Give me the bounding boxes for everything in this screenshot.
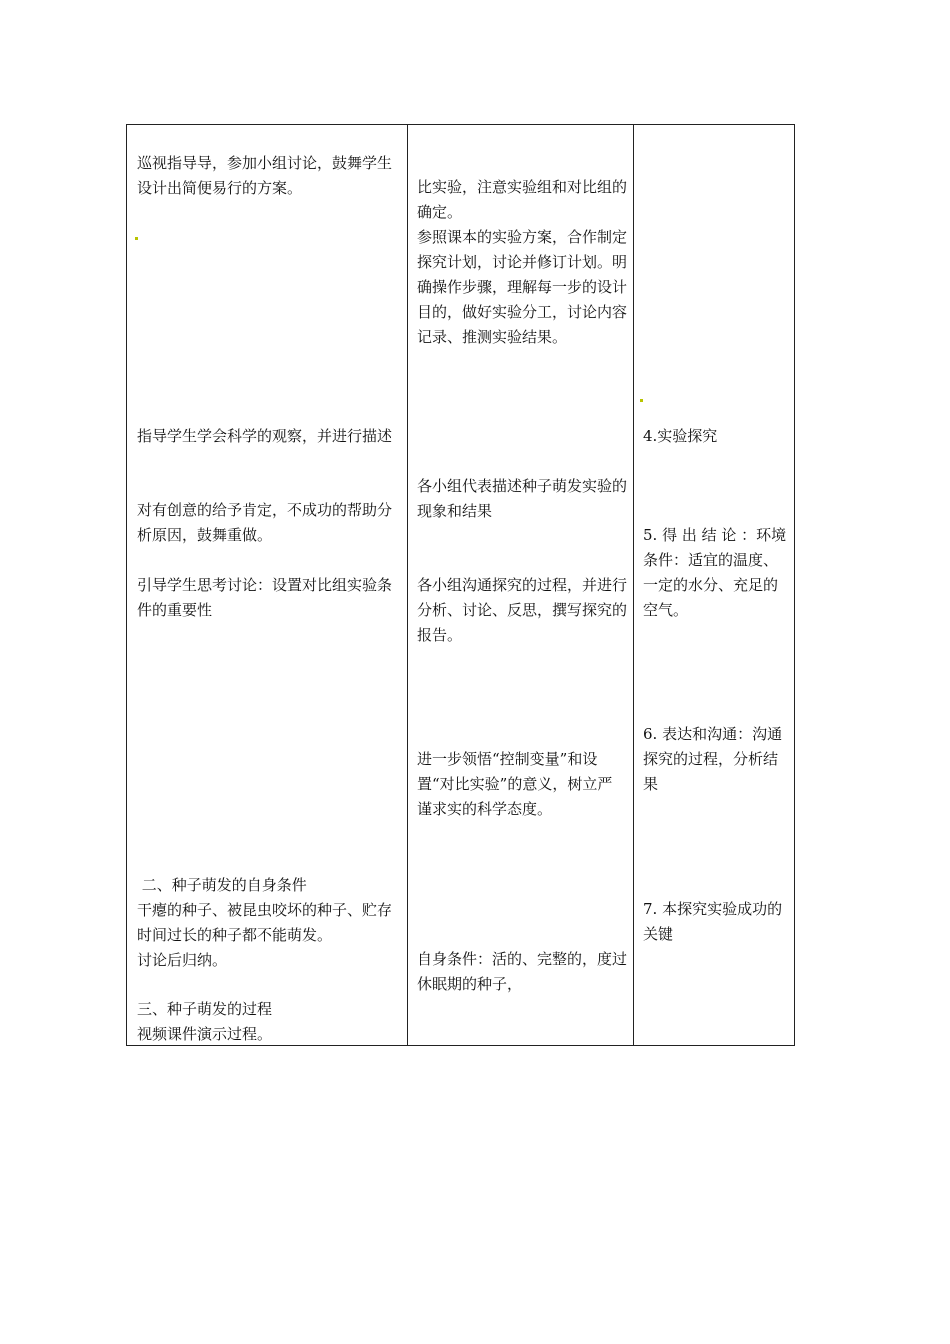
student-activity-self-conditions: 自身条件：活的、完整的，度过休眠期的种子， [417,950,628,993]
step-conclusion: 5. 得 出 结 论 ：环境条件：适宜的温度、一定的水分、充足的空气。 [643,526,787,619]
lesson-table [126,124,795,1046]
student-activity-communicate: 各小组沟通探究的过程，并进行分析、讨论、反思，撰写探究的报告。 [417,576,628,644]
stray-mark [135,237,138,240]
column-divider-2 [633,125,634,1045]
step-experiment: 4.实验探究 [643,427,718,445]
step-key-to-success: 7. 本探究实验成功的关键 [643,900,783,943]
student-activity-understand: 进一步领悟“控制变量”和设置“对比实验”的意义，树立严谨求实的科学态度。 [417,750,613,818]
student-activity-plan: 比实验，注意实验组和对比组的确定。 参照课本的实验方案，合作制定探究计划，讨论并修订计划。明确操作步骤，理解每一步的设计目的，做好实验分工，讨论内容记录、推测实验结果。 [417,178,628,346]
stray-mark [640,399,643,402]
step-communication: 6. 表达和沟通：沟通探究的过程，分析结果 [643,725,783,793]
column-divider-1 [407,125,408,1045]
teacher-activity-discussion: 引导学生思考讨论：设置对比组实验条件的重要性 [137,576,393,619]
section-germination-process: 三、种子萌发的过程 视频课件演示过程。 [137,1000,273,1043]
teacher-activity-encourage: 对有创意的给予肯定，不成功的帮助分析原因，鼓舞重做。 [137,501,393,544]
section-self-conditions: 二、种子萌发的自身条件 干瘪的种子、被昆虫咬坏的种子、贮存时间过长的种子都不能萌发。 讨论后归纳。 [137,876,393,969]
teacher-activity-observe: 指导学生学会科学的观察，并进行描述 [137,427,393,445]
teacher-activity-guide: 巡视指导导，参加小组讨论，鼓舞学生设计出简便易行的方案。 [137,154,393,197]
student-activity-describe: 各小组代表描述种子萌发实验的现象和结果 [417,477,628,520]
